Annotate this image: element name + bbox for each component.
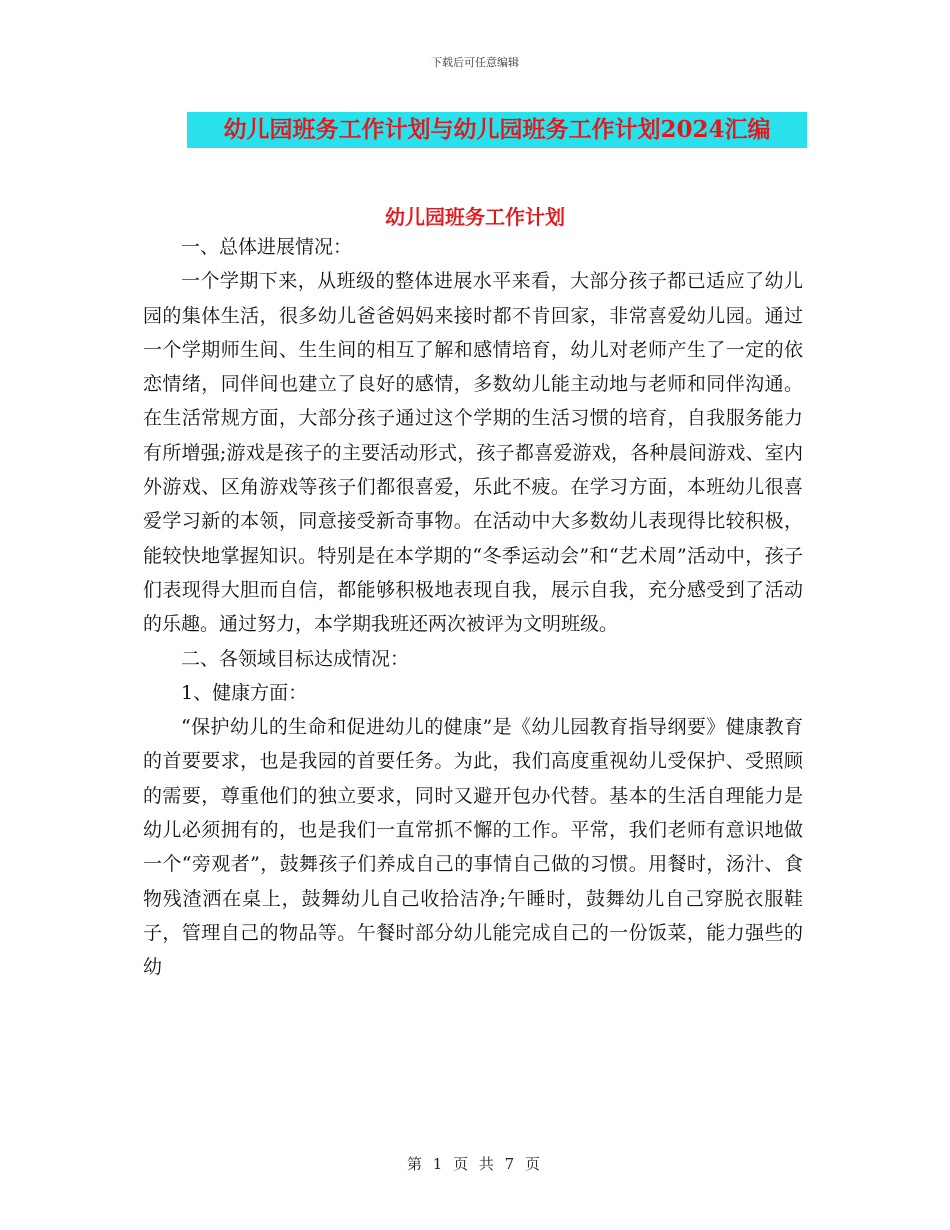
paragraph-overall-progress: 一个学期下来，从班级的整体进展水平来看，大部分孩子都已适应了幼儿园的集体生活，很多幼儿爸爸妈妈来接时都不肯回家，非常喜爱幼儿园。通过一个学期师生间、生生间的相互了解和感情培育，幼儿对老师产生了一定的依恋情绪，同伴间也建立了良好的感情，多数幼儿能主动地与老师和同伴沟通。在生活常规方面，大部分孩子通过这个学期的生活习惯的培育，自我服务能力有所增强;游戏是孩子的主要活动形式，孩子都喜爱游戏，各种晨间游戏、室内外游戏、区角游戏等孩子们都很喜爱，乐此不疲。在学习方面，本班幼儿很喜爱学习新的本领，同意接受新奇事物。在活动中大多数幼儿表现得比较积极，能较快地掌握知识。特别是在本学期的“冬季运动会”和“艺术周”活动中，孩子们表现得大胆而自信，都能够积极地表现自我，展示自我，充分感受到了活动的乐趣。通过努力，本学期我班还两次被评为文明班级。 [143,270,803,636]
paragraph-health: “保护幼儿的生命和促进幼儿的健康”是《幼儿园教育指导纲要》健康教育的首要要求，也是我园的首要任务。为此，我们高度重视幼儿受保护、受照顾的需要，尊重他们的独立要求，同时又避开包办代替。基本的生活自理能力是幼儿必须拥有的，也是我们一直常抓不懈的工作。平常，我们老师有意识地做一个“旁观者”，鼓舞孩子们养成自己的事情自己做的习惯。用餐时，汤汁、食物残渣洒在桌上，鼓舞幼儿自己收拾洁净;午睡时，鼓舞幼儿自己穿脱衣服鞋子，管理自己的物品等。午餐时部分幼儿能完成自己的一份饭菜，能力强些的幼 [143,716,803,979]
document-body [143,230,803,985]
paragraph-heading-health: 1、健康方面： [181,681,308,704]
section-title: 幼儿园班务工作计划 [385,205,565,229]
paragraph-heading-overall: 一、总体进展情况： [181,236,353,258]
header-note: 下载后可任意编辑 [431,56,519,69]
paragraph-heading-goals: 二、各领域目标达成情况： [181,647,410,670]
document-title: 幼儿园班务工作计划与幼儿园班务工作计划2024汇编 [187,112,807,148]
page-indicator: 第 1 页 共 7 页 [407,1155,543,1173]
